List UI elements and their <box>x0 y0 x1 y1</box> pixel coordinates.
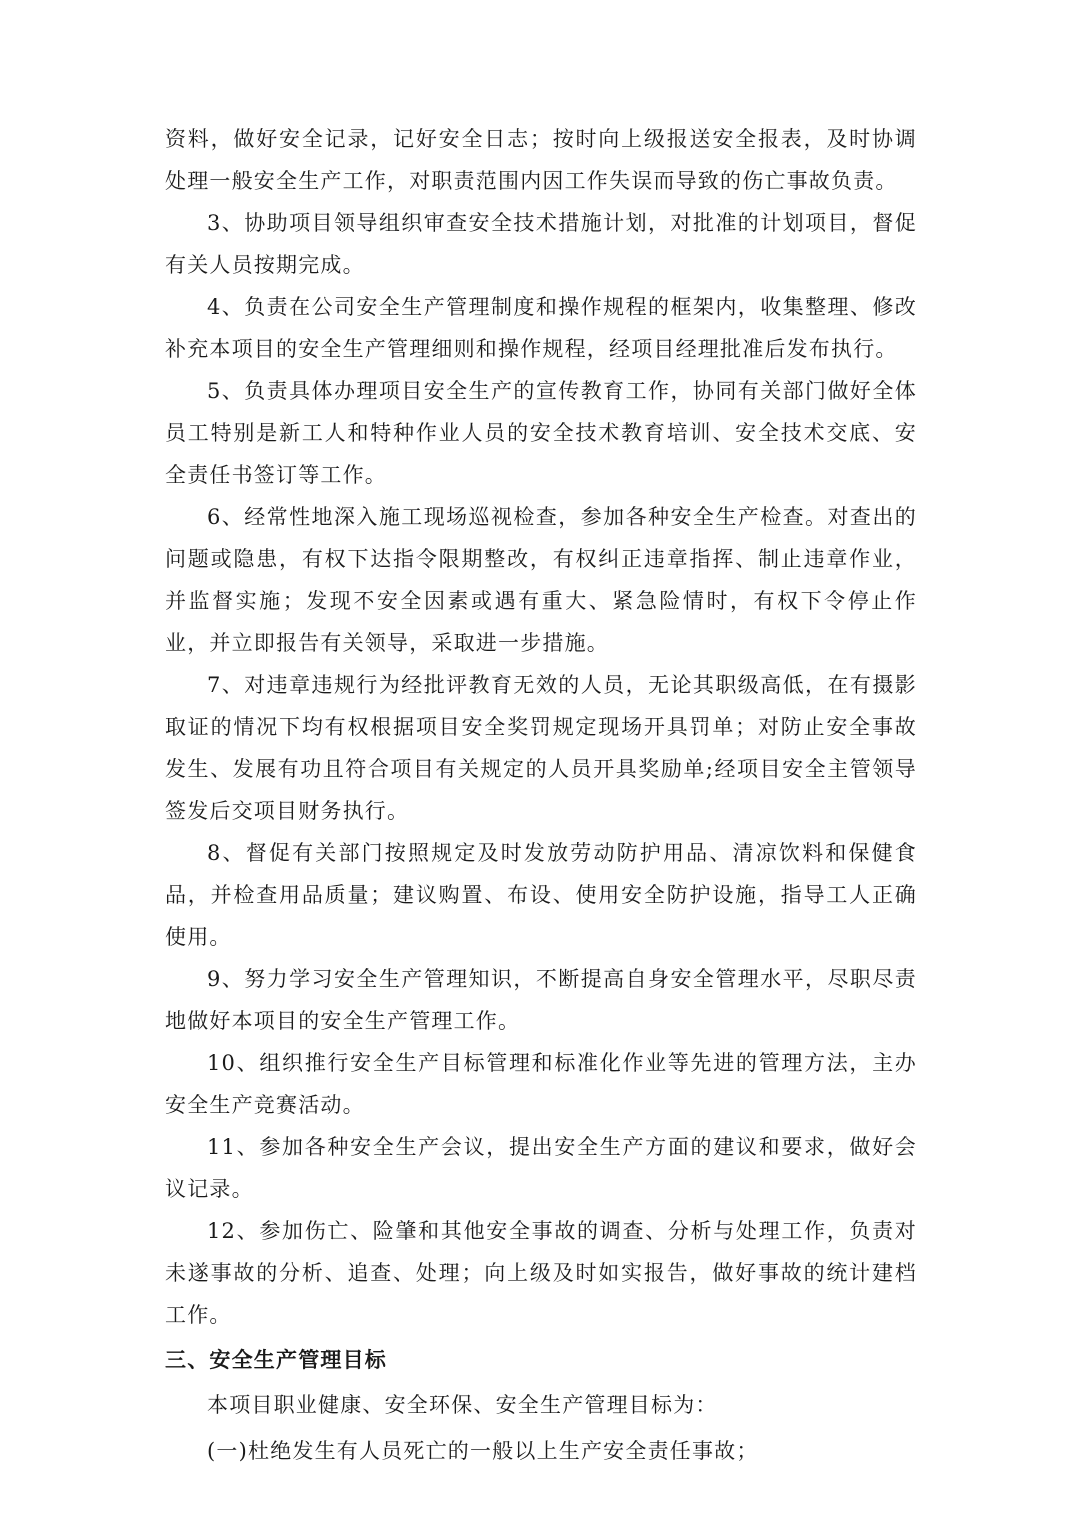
paragraph-item-3: 3、协助项目领导组织审查安全技术措施计划，对批准的计划项目，督促有关人员按期完成。 <box>165 211 917 277</box>
paragraph-item-5: 5、负责具体办理项目安全生产的宣传教育工作，协同有关部门做好全体员工特别是新工人和特种作业人员的安全技术教育培训、安全技术交底、安全责任书签订等工作。 <box>165 379 917 487</box>
paragraph-item-12: 12、参加伤亡、险肇和其他安全事故的调查、分析与处理工作，负责对未遂事故的分析、追查、处理；向上级及时如实报告，做好事故的统计建档工作。 <box>165 1219 917 1327</box>
paragraph-item-4: 4、负责在公司安全生产管理制度和操作规程的框架内，收集整理、修改补充本项目的安全生产管理细则和操作规程，经项目经理批准后发布执行。 <box>165 295 917 361</box>
document-body <box>165 118 917 1474</box>
paragraph-item-11: 11、参加各种安全生产会议，提出安全生产方面的建议和要求，做好会议记录。 <box>165 1135 917 1201</box>
paragraph-item-8: 8、督促有关部门按照规定及时发放劳动防护用品、清凉饮料和保健食品，并检查用品质量；建议购置、布设、使用安全防护设施，指导工人正确使用。 <box>165 841 917 949</box>
goal-item-1: (一)杜绝发生有人员死亡的一般以上生产安全责任事故； <box>207 1439 759 1463</box>
section-heading: 三、安全生产管理目标 <box>165 1348 387 1372</box>
goal-intro: 本项目职业健康、安全环保、安全生产管理目标为： <box>207 1393 718 1417</box>
paragraph-continued: 资料，做好安全记录，记好安全日志；按时向上级报送安全报表，及时协调处理一般安全生产工作，对职责范围内因工作失误而导致的伤亡事故负责。 <box>165 127 917 193</box>
paragraph-item-6: 6、经常性地深入施工现场巡视检查，参加各种安全生产检查。对查出的问题或隐患，有权下达指令限期整改，有权纠正违章指挥、制止违章作业，并监督实施；发现不安全因素或遇有重大、紧急险情时，有权下令停止作业，并立即报告有关领导，采取进一步措施。 <box>165 505 917 655</box>
paragraph-item-10: 10、组织推行安全生产目标管理和标准化作业等先进的管理方法，主办安全生产竞赛活动。 <box>165 1051 917 1117</box>
paragraph-item-9: 9、努力学习安全生产管理知识，不断提高自身安全管理水平，尽职尽责地做好本项目的安全生产管理工作。 <box>165 967 917 1033</box>
paragraph-item-7: 7、对违章违规行为经批评教育无效的人员，无论其职级高低，在有摄影取证的情况下均有权根据项目安全奖罚规定现场开具罚单；对防止安全事故发生、发展有功且符合项目有关规定的人员开具奖励单;经项目安全主管领导签发后交项目财务执行。 <box>165 673 917 823</box>
